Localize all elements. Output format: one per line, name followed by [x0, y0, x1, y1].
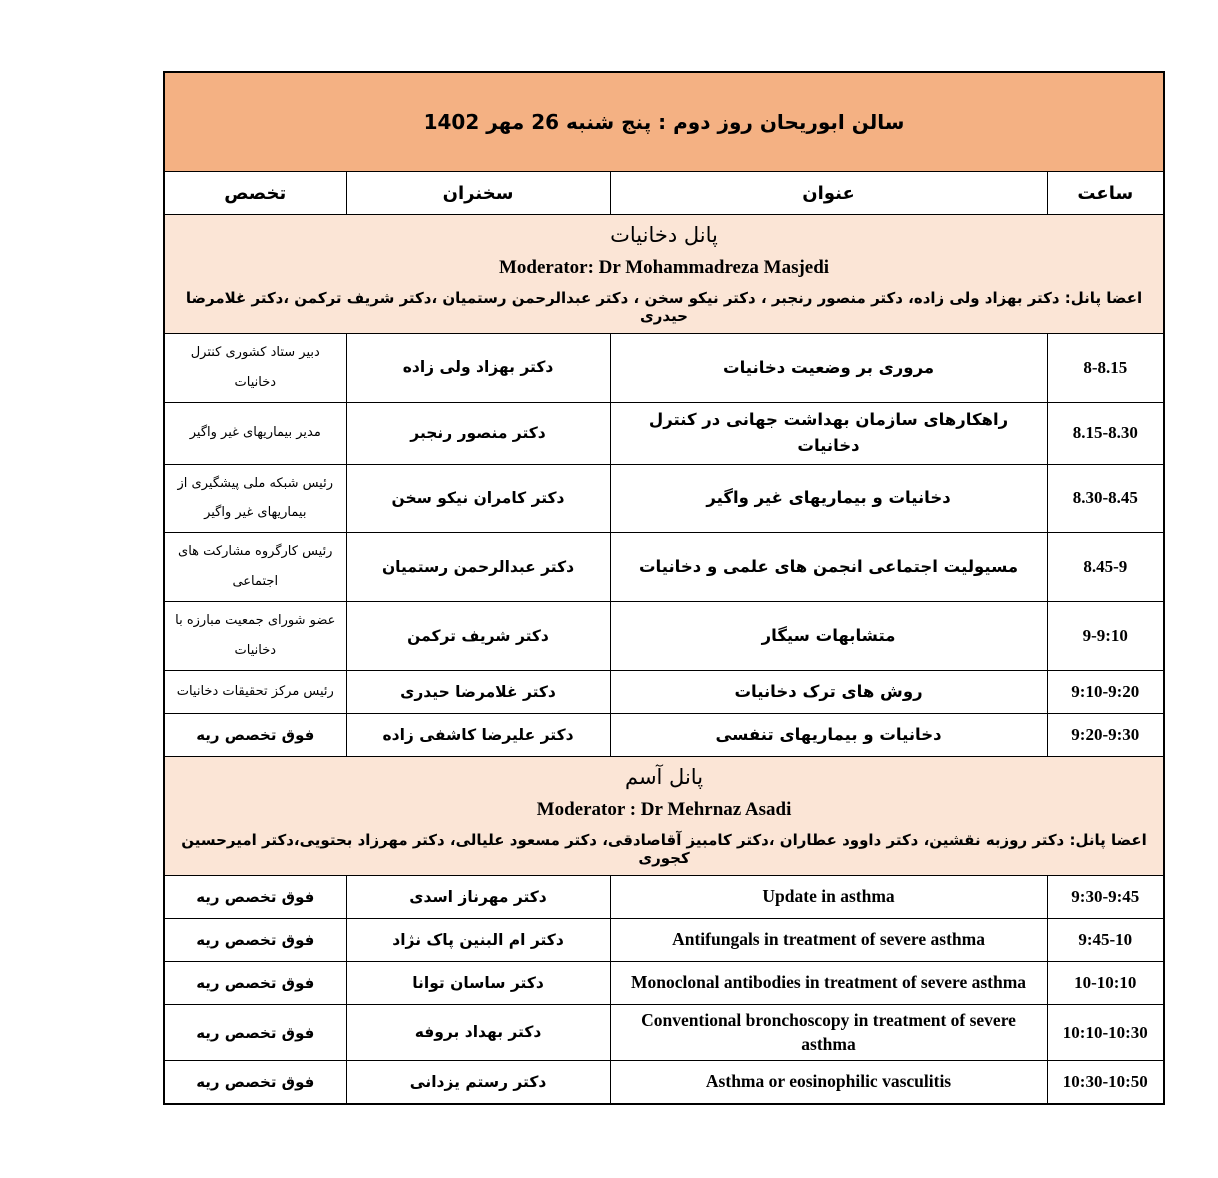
- session-speaker: دکتر عبدالرحمن رستمیان: [346, 533, 610, 602]
- session-title: روش های ترک دخانیات: [610, 670, 1047, 713]
- session-specialty: رئیس مرکز تحقیقات دخانیات: [164, 670, 346, 713]
- panel-header-cell: [164, 215, 1164, 334]
- panel-name: پانل آسم: [624, 764, 704, 789]
- session-title: مروری بر وضعیت دخانیات: [610, 334, 1047, 403]
- session-title: مسیولیت اجتماعی انجمن های علمی و دخانیات: [610, 533, 1047, 602]
- panel-name: پانل دخانیات: [610, 223, 718, 247]
- session-speaker: دکتر کامران نیکو سخن: [346, 464, 610, 533]
- session-speaker: دکتر مهرناز اسدی: [346, 875, 610, 918]
- session-specialty: فوق تخصص ریه: [164, 713, 346, 756]
- session-specialty: فوق تخصص ریه: [164, 875, 346, 918]
- session-title: Asthma or eosinophilic vasculitis: [610, 1061, 1047, 1104]
- column-header-title: عنوان: [610, 172, 1047, 215]
- session-specialty: رئیس کارگروه مشارکت های اجتماعی: [164, 533, 346, 602]
- session-row: [164, 875, 1164, 918]
- session-row: [164, 1004, 1164, 1060]
- session-speaker: دکتر رستم یزدانی: [346, 1061, 610, 1104]
- session-title: متشابهات سیگار: [610, 602, 1047, 671]
- session-specialty: فوق تخصص ریه: [164, 1061, 346, 1104]
- session-speaker: دکتر بهداد بروفه: [346, 1004, 610, 1060]
- session-speaker: دکتر ام البنین پاک نژاد: [346, 918, 610, 961]
- panel-members: اعضا پانل: دکتر بهزاد ولی زاده، دکتر منصور رنجبر ، دکتر نیکو سخن ، دکتر عبدالرحمن رستمیان ،دکتر شریف ترکمن ،دکتر غلامرضا حیدری: [185, 289, 1143, 325]
- session-time: 8-8.15: [1047, 334, 1164, 403]
- session-row: [164, 713, 1164, 756]
- session-row: [164, 918, 1164, 961]
- session-speaker: دکتر شریف ترکمن: [346, 602, 610, 671]
- session-title: Conventional bronchoscopy in treatment of severe asthma: [610, 1004, 1047, 1060]
- session-title: دخانیات و بیماریهای تنفسی: [610, 713, 1047, 756]
- session-speaker: دکتر منصور رنجبر: [346, 402, 610, 464]
- column-header-specialty: تخصص: [164, 172, 346, 215]
- session-title: Update in asthma: [610, 875, 1047, 918]
- session-row: [164, 334, 1164, 403]
- hall-title: سالن ابوریحان روز دوم : پنج شنبه 26 مهر 1402: [164, 72, 1164, 172]
- session-row: [164, 670, 1164, 713]
- panel-moderator: Moderator: Dr Mohammadreza Masjedi: [498, 257, 830, 278]
- panel-header-row: [164, 215, 1164, 334]
- session-title: راهکارهای سازمان بهداشت جهانی در کنترل دخانیات: [610, 402, 1047, 464]
- panel-header-cell: [164, 756, 1164, 875]
- session-time: 9:30-9:45: [1047, 875, 1164, 918]
- session-specialty: رئیس شبکه ملی پیشگیری از بیماریهای غیر واگیر: [164, 464, 346, 533]
- session-specialty: فوق تخصص ریه: [164, 1004, 346, 1060]
- column-header-speaker: سخنران: [346, 172, 610, 215]
- session-speaker: دکتر علیرضا کاشفی زاده: [346, 713, 610, 756]
- session-title: Monoclonal antibodies in treatment of severe asthma: [610, 961, 1047, 1004]
- panel-members: اعضا پانل: دکتر روزبه نقشین، دکتر داوود عطاران ،دکتر کامبیز آقاصادقی، دکتر مسعود علیالی، دکتر مهرزاد بحتویی،دکتر امیرحسین کجوری: [181, 830, 1147, 867]
- session-specialty: دبیر ستاد کشوری کنترل دخانیات: [164, 334, 346, 403]
- session-time: 10:30-10:50: [1047, 1061, 1164, 1104]
- session-time: 9-9:10: [1047, 602, 1164, 671]
- session-speaker: دکتر بهزاد ولی زاده: [346, 334, 610, 403]
- session-specialty: فوق تخصص ریه: [164, 961, 346, 1004]
- session-row: [164, 1061, 1164, 1104]
- session-time: 10-10:10: [1047, 961, 1164, 1004]
- session-time: 9:10-9:20: [1047, 670, 1164, 713]
- session-time: 8.45-9: [1047, 533, 1164, 602]
- hall-title-row: [164, 72, 1164, 172]
- session-time: 10:10-10:30: [1047, 1004, 1164, 1060]
- column-header-time: ساعت: [1047, 172, 1164, 215]
- panel-header-row: [164, 756, 1164, 875]
- session-specialty: فوق تخصص ریه: [164, 918, 346, 961]
- session-row: [164, 533, 1164, 602]
- session-time: 9:20-9:30: [1047, 713, 1164, 756]
- session-time: 8.15-8.30: [1047, 402, 1164, 464]
- column-header-row: [164, 172, 1164, 215]
- session-time: 9:45-10: [1047, 918, 1164, 961]
- session-specialty: مدیر بیماریهای غیر واگیر: [164, 402, 346, 464]
- conference-schedule-table: [163, 71, 1165, 1105]
- session-specialty: عضو شورای جمعیت مبارزه با دخانیات: [164, 602, 346, 671]
- session-row: [164, 961, 1164, 1004]
- session-row: [164, 402, 1164, 464]
- session-title: Antifungals in treatment of severe asthma: [610, 918, 1047, 961]
- session-title: دخانیات و بیماریهای غیر واگیر: [610, 464, 1047, 533]
- session-speaker: دکتر غلامرضا حیدری: [346, 670, 610, 713]
- session-row: [164, 464, 1164, 533]
- panel-moderator: Moderator : Dr Mehrnaz Asadi: [536, 798, 792, 820]
- session-time: 8.30-8.45: [1047, 464, 1164, 533]
- session-row: [164, 602, 1164, 671]
- session-speaker: دکتر ساسان توانا: [346, 961, 610, 1004]
